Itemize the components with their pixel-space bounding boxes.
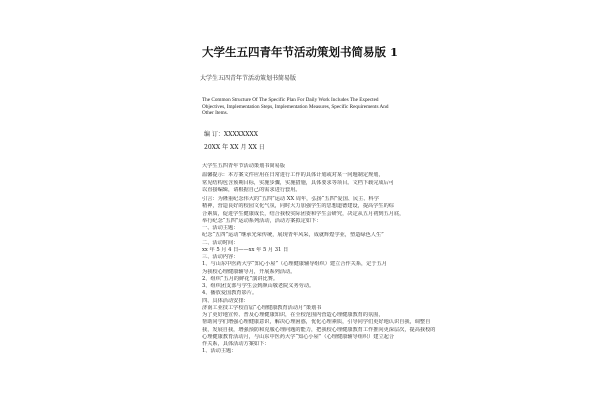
body-line: 济南工业技工学校首届“心理健康教育活动月”策划书 — [202, 304, 322, 311]
body-line: 纪念“五四”运动“继承光荣传统，展现青年风采，成就辉煌学业，塑造绿色人生” — [202, 232, 384, 239]
body-line: 1、活动主题： — [202, 348, 237, 355]
body-line: 1、与山东中医药大学“知心小屋”（心理健康辅导组织）建立合作关系，定于五月 — [202, 261, 387, 268]
cover-code: 编 订：XXXXXXXX — [204, 131, 259, 138]
body-line: 温馨提示：本方案文件应用在日常进行工作的具体计划或对某一问题制定规划， — [202, 172, 384, 179]
cover-subtitle: 大学生五四青年节活动策划书简易版 — [200, 75, 297, 82]
body-line: 为我校心理健康辅导月，开展系列活动。 — [202, 268, 296, 275]
section-heading: 一、活动主题： — [202, 225, 239, 231]
body-line: 举行纪念“五四”运动系列活动，活动方案拟定如下： — [202, 217, 322, 224]
section-heading: 四、具体活动安排： — [202, 297, 249, 304]
body-line: 我，发展自我，增强预防和克服心理问题的能力，把我校心理健康教育工作推向更深层次，提高我校的 — [202, 326, 436, 333]
body-line: 精神，营造良好的校园文化气氛，同时大力加强学生的思想道德建设，提高学生的综 — [202, 203, 394, 210]
body-line: 引言：为隆重纪念伟大的“五四”运动 XX 周年，弘扬“五四”爱国、民主、科学 — [202, 196, 379, 202]
cover-description — [202, 97, 424, 117]
cover-description-line: Objectives, Implementation Steps, Implementation Measures, Specific Requirements And — [202, 103, 389, 110]
body-line: 作关系，具体活动方案如下： — [202, 341, 270, 347]
body-line: 常见结构包含预期目标，实施步骤，实施措施，具体要求等项目。文档下载完成后可 — [202, 179, 394, 186]
cover-date: 20XX 年 XX 月 XX 日 — [204, 144, 265, 151]
body-line: 帮助同学们增强心理健康意识，解决心理困惑，优化心理素质，引导同学们更好地认识自我，调整自 — [202, 319, 431, 326]
document-title: 大学生五四青年节活动策划书简易版 1 — [201, 45, 398, 59]
body-line: 4、播放爱国教育影片。 — [202, 290, 258, 297]
body-line: 合素质，促进学生健康成长，结合我校实际团委和学生会研究，决定从五月初到五月底， — [202, 210, 405, 217]
section-heading: 三、活动内容： — [202, 254, 239, 260]
section-heading: 二、活动时间： — [202, 239, 239, 246]
body-line: xx 年 5 月 4 日——xx 年 5 月 31 日 — [202, 246, 289, 253]
body-line: 3、组织团支部与学生会到颜山敬老院义务劳动。 — [202, 283, 315, 289]
body-line: 为了更好地宣传、普及心理健康知识，在全校范围内营造心理健康教育的氛围， — [202, 312, 384, 318]
body-heading: 大学生五四青年节活动策划书简易版 — [202, 163, 286, 169]
cover-description-line: Other Items. — [202, 110, 228, 117]
body-line: 2、组织“五月的鲜花”演讲比赛。 — [202, 275, 279, 282]
cover-description-line: The Common Structure Of The Specific Plan For Daily Work Includes The Expected — [202, 97, 379, 103]
document-body — [202, 163, 438, 356]
body-line: 以直接编辑，请根据自己的需求进行套用。 — [202, 186, 301, 193]
body-line: 心理健康教育活动月，与山东中医药大学“知心小屋”（心理健康辅导组织）建立起合 — [202, 333, 395, 340]
